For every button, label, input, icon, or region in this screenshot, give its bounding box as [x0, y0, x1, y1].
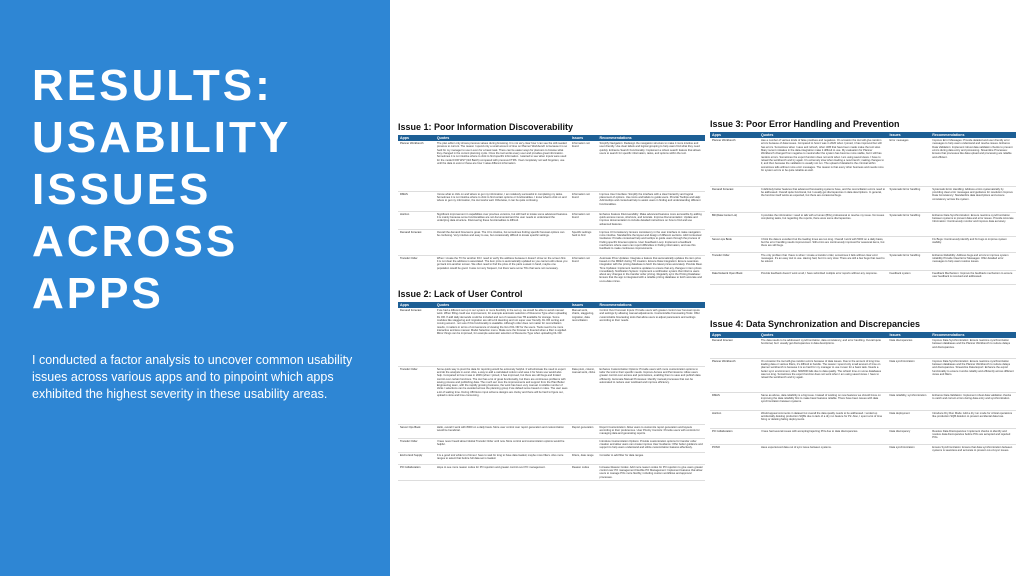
row-recommendation: Increase Reason Codes: Add more reason codes for PO rejection to give users greater control over PO management Flexible PO Management: Implement features that allow users to manage POs more flexibly, including custom workflows and approval processes.: [598, 464, 705, 481]
row-app: Horizon: [710, 410, 759, 428]
row-app: Demand Forecast: [398, 308, 435, 366]
row-quote: Would appeal comments in dataset but overall the data quality needs to be addressed. I ended up accidentally deleting production SQBs due to lack of a dry run feature for P2. Also, I spent a lot of time fixing or deleting failing deployments.: [759, 410, 888, 428]
issue3-section: [710, 119, 1016, 309]
table-row: [710, 410, 1016, 428]
row-recommendation: Systematic Error Handling: Address errors systematically by providing clear error messages and guidance for resolution Improve Data Consistency: Standardize data descriptions and ensure consistency across the system.: [930, 186, 1016, 212]
row-quote: I think the data is excellent but the loading times are too long. Overall I work with 5000 on a daily basis, but the error handling needs improvement. Still errors are continuously improved for seasonal items, but there are still bugs.: [759, 236, 888, 252]
row-issue: Data reliability, synchronization: [887, 392, 930, 410]
table-row: [710, 270, 1016, 284]
row-quote: Hope to see more reason codes for PO rejection and greater control over PO management.: [435, 464, 570, 481]
row-recommendation: Improve Data Synchronization: Ensure real-time synchronization between databases and the Planner Workbench to reduce delays and discrepancies.: [930, 338, 1016, 358]
row-recommendation: Automate Price Updates: Integrate a feature that automatically updates the item price based on the MDEX during TO creation. Ensure Data Integration: Ensure seamless integration with the pricing database to fetch the latest prices accurately. Provide Real-Time Updates: Implement real-time updates to ensure that any changes in item prices immediately. Notification System: Implement a notification system that informs users about any changes in the transfer order pricing. Regularly sync the Pricing Database: Ensure that the app is integrated with a reliable pricing database to fetch accurate and up-to-date prices.: [598, 255, 705, 282]
row-quote: It is a good tool while lot of times I have to wait for long to have data loaded, maybe more filters. Also more ranges to select that before full data set is loaded.: [435, 452, 570, 464]
row-issue: Error messages: [887, 138, 930, 186]
row-quote: On occasion the tool will give random errors because of data issues. Due to the amount of long time loading data or various filters, it's difficult to handle. The reason I spend only small amount of time on planner workbench is because it is so hard for my manager to use it even for a basic task. Needs a better sync environment, often SDMOR fails due to data quality. The refresh time on some databases was too long. Sometimes the export function does not work when I am using saved views. I have to reload the workbench and try again.: [759, 358, 888, 392]
row-app: Demand Forecast: [398, 229, 435, 255]
row-issue: Data deployment: [887, 410, 930, 428]
row-recommendation: Consider to add filter for data ranges.: [598, 452, 705, 464]
row-recommendation: Fix Bugs: Continuously identify and fix bugs to improve system stability.: [930, 236, 1016, 252]
issue2-title: Issue 2: Lack of User Control: [398, 289, 523, 299]
row-recommendation: Improve User Interface: Simplify the interface with a clear hierarchy and logical placement of options. Use icons and labels to guide users. Provide Tooltips and Help: Add tooltips and contextual help to assist users in finding and understanding different functionalities.: [598, 191, 705, 211]
row-quote: I have had several issues with accepting/rejecting POs due to data discrepancies.: [759, 428, 888, 444]
row-quote: If we had a different set up in our system or more flexibility in the set up, we would be able to avoid manual work. When filling could use improvement, for example automatic selection of Resource Type when uploading DL OR. If add daily demands could be included and out of measure has TB available for storage. Some modules like staggering and migration are still a bit daunting and not super user friendly. DL OR sorting and moving around - not sure if this functionality is available. Although order does not matter for reconciliation results, it matters in terms of convenience of viewing the list of DL OR for the users. Tools need to be more interactive and less manual. Model Selection menu. Make sure the browser is freezed when a filter is applied. Minor things can be improved, for example automatic selection of Resource Type when uploading DL OR.: [435, 308, 570, 366]
issue1-section: [398, 122, 705, 282]
table-row: [398, 308, 705, 366]
row-quote: The only problem that I have is when I create a transfer order, sometimes it fails without clear error messages. It's an easy tool to use. Having had, but it is very slow. There are still a few bugs that need to be solved.: [759, 252, 888, 270]
table-row: [398, 366, 705, 424]
issue3-title: Issue 3: Poor Error Handling and Prevention: [710, 119, 900, 129]
row-quote: Same as above, data reliability is a big issue. Instead of working on new features we should focus on improving the data reliability first to make basic features reliable. There have been issues with data synchronization between systems.: [759, 392, 888, 410]
header-apps: Apps: [710, 332, 759, 338]
table-row: [710, 358, 1016, 392]
table-row: [710, 428, 1016, 444]
table-row: [710, 338, 1016, 358]
table-row: [398, 229, 705, 255]
table-row: [710, 186, 1016, 212]
row-recommendation: Enhance Data Validation: Implement robust data validation checks to catch and correct errors during data entry and synchronization.: [930, 392, 1016, 410]
hero-title-line: ACROSS: [32, 217, 239, 266]
row-quote: Have experienced data out of sync issue between systems.: [759, 444, 888, 459]
table-row: [398, 438, 705, 452]
issue4-section: [710, 319, 1016, 459]
row-recommendation: Simplify Navigation: Redesign the navigation structure to make it more intuitive and user-friendly. Use clear labels and logical grouping to help users find what they need quickly. Enhance Search Functionality: Implement a robust search feature that allows users to search for specific information, tasks, and options within the tool.: [598, 141, 705, 191]
hero-title-line: ISSUES: [32, 165, 212, 214]
row-issue: Feedback system: [887, 270, 930, 284]
table-row: [398, 464, 705, 481]
row-app: Planner Workbench: [710, 358, 759, 392]
issue4-title: Issue 4: Data Synchronization and Discrepancies: [710, 319, 921, 329]
header-quotes: Quotes: [435, 302, 570, 308]
row-quote: Has a number of various kinds of false positives and negatives. On occasion the tool will give random errors because of data issues. Compared to how it was in 2020 when I joined, it has improved but still has errors. Sometimes when I save and refresh, other nDB that have been made make the tool slow. Many recent mistakes in the data-integration make it difficult to use. My evaluation for Planner Workbench changed from negative to neutral after the system has become more stable, but it still has random errors. Sometimes the export function does not work when I am using saved views. I have to reload the workbench and try again. It's extremely slow when loading a new branch; making changes to it; and then because the validation is usually not run. The upload of detailed is the criminal within sometimes tells without more error messages. The reason is that every other business and needs more for system errors to be quite reliable as well.: [759, 138, 888, 186]
row-quote: When I create the TO for another DC I need to verify the address because it doesn't show on the screen first. It is not clear the address is associated. The item price is automatically updated so you cannot edit unless you go back into another screen. We often need to find the price of the parts a week in hand, maybe one population would be good. It was not very frequent, but there were some TOs that were not necessary.: [435, 255, 570, 282]
row-issue: Information not found: [570, 211, 598, 229]
row-app: PONO: [710, 444, 759, 459]
row-issue: Report generation: [570, 424, 598, 438]
row-issue: Information not found: [570, 141, 598, 191]
table-row: [398, 191, 705, 211]
row-app: Server ops Book: [710, 236, 759, 252]
header-quotes: Quotes: [435, 135, 570, 141]
row-recommendation: Enhance Feature Discoverability: Make advanced features more accessible by adding quick access menus, shortcuts, and tutorials. Improve Documentation: Update and improve documentation to include detailed instructions on how to find and use advanced features.: [598, 211, 705, 229]
hero-description: I conducted a factor analysis to uncover common usability issues across various apps and to pinpoint which apps exhibited the highest severity in these usability areas.: [32, 353, 353, 401]
table-row: [398, 452, 705, 464]
row-quote: The plan editor only shows previous values during browsing. It is not very clear how I can see the still needed previous to current. The reason I spend only a small amount of time on Planner Workbench is because it is so hard for my manager to use it even for a basic task. There can be easier ways for planners to browse what they changed in the current planning cycle. Once the tool works every user and provides great information. Sometimes it is not intuitive where to click to find specific information. I wanted to see when inputs were used for the model FOR WS? (3rd Batch) compared with previous FTRS. I feel completely not well forgotten, use until the data to exist or these are how I value different information.: [435, 141, 570, 191]
row-recommendation: Enhance Reliability: Address bugs and errors to improve system reliability Provide Clear Error Messages: Offer detailed error messages to help users resolve issues.: [930, 252, 1016, 270]
issue4-table: [710, 332, 1016, 459]
row-app: DMAS: [710, 392, 759, 410]
row-issue: Data discrepancy: [887, 428, 930, 444]
row-app: Transfer Order: [398, 438, 435, 452]
row-app: Bill (Data Center Lot): [710, 212, 759, 236]
row-issue: Manual work, charts, staggering, migration, data reconciliation: [570, 308, 598, 366]
row-issue: Information not found: [570, 255, 598, 282]
row-recommendation: Introduce Customization Options: Provide customization options for transfer order creation and allow users can create improve User Guidance: Offer better guidance and support to help users understand and utilize customization features effectively.: [598, 438, 705, 452]
row-issue: Data synchronization: [887, 358, 930, 392]
row-recommendation: Improve Data Synchronization: Ensure real-time synchronization between databases and the Planner Workbench to reduce delays and discrepancies. Streamline Data Export: Enhance the export functionality to ensure it works reliably and efficiently across different views and filters.: [930, 358, 1016, 392]
row-recommendation: Improve Error Messages: Provide detailed and user-friendly error messages to help users understand and resolve issues. Enhance Data Validation: Implement robust data validation checks to prevent errors during data entry and processing. Streamline Processes: Ensure that processes like data upload and processing are reliable and efficient.: [930, 138, 1016, 186]
issue3-table: [710, 132, 1016, 285]
row-issue: Information not found: [570, 191, 598, 211]
row-issue: Data pivot, column, manual work, clicks: [570, 366, 598, 424]
row-quote: It provides the information I need to talk with a human (BIG) professional to resolve my issue. No issues completing tasks, but regarding the reports, there were some discrepancies.: [759, 212, 888, 236]
table-row: [710, 444, 1016, 459]
row-app: Server Ops Book: [398, 424, 435, 438]
row-recommendation: Ensure Synchronization: Ensure that data synchronization between systems is seamless and accurate to prevent out-of-sync issues.: [930, 444, 1016, 459]
header-recommendations: Recommendations: [930, 332, 1016, 338]
row-app: PO Collaboration: [398, 464, 435, 481]
row-recommendation: Feedback Mechanism: Improve the feedback mechanism to ensure user feedback is received and addressed.: [930, 270, 1016, 284]
row-app: PO Collaboration: [710, 428, 759, 444]
hero-panel: [0, 0, 390, 576]
header-issues: Issues: [887, 132, 930, 138]
row-quote: It definitely better features that advanced forecasting systems have, and the reconciliation errors need to be addressed. Overall quite functional, but I usually get discrepancies in data descriptions. In general, the function itself works as expected, but there are occasional bugs.: [759, 186, 888, 212]
hero-title: [32, 60, 372, 320]
header-issues: Issues: [887, 332, 930, 338]
header-recommendations: Recommendations: [598, 135, 705, 141]
issue1-title: Issue 1: Poor Information Discoverability: [398, 122, 574, 132]
row-issue: Reason codes: [570, 464, 598, 481]
row-issue: [887, 236, 930, 252]
issue1-table: [398, 135, 705, 282]
row-recommendation: Report Customization: Allow users to customize report generation and layouts according to their preferences. User Priority Controls: Provide users with controls for managing data and generating reports.: [598, 424, 705, 438]
header-issues: Issues: [570, 302, 598, 308]
table-row: [710, 212, 1016, 236]
row-quote: The data needs to be addressed: synchronization, data consistency, and error handling. Overall quite functional, but I usually get discrepancies in data descriptions.: [759, 338, 888, 358]
header-apps: Apps: [710, 132, 759, 138]
row-issue: Filters, date range: [570, 452, 598, 464]
table-row: [710, 392, 1016, 410]
header-apps: Apps: [398, 302, 435, 308]
header-apps: Apps: [398, 135, 435, 141]
row-app: Transfer Order: [710, 252, 759, 270]
table-row: [710, 252, 1016, 270]
row-issue: Systematic Error handling: [887, 212, 930, 236]
row-app: Planner Workbench: [710, 138, 759, 186]
row-issue: [570, 438, 598, 452]
issue2-table: [398, 302, 705, 481]
row-quote: I have never heard about Global Transfer Order until now. More control and customization options would be helpful.: [435, 438, 570, 452]
row-app: Transfer Order: [398, 366, 435, 424]
row-issue: Data synchronization: [887, 444, 930, 459]
header-issues: Issues: [570, 135, 598, 141]
table-row: [710, 236, 1016, 252]
row-recommendation: Improve UI Consistency: Ensure consistency in the user interface to make navigation more intuitive. Standardize the layout and design of different sections. Add Contextual Guidance: Provide contextual help and tooltips to guide users through the process of finding specific forecast options. User Feedback Loop: Implement a feedback mechanism where users can report difficulties in finding information, and use this feedback to make continuous improvements.: [598, 229, 705, 255]
row-quote: Overall the demand forecast is great. The UI is intuitive, but sometimes finding specific forecast options can be confusing. Very intuitive and easy to use, but occasionally difficult to locate specific settings.: [435, 229, 570, 255]
hero-title-line: USABILITY: [32, 113, 292, 162]
table-row: [398, 424, 705, 438]
header-quotes: Quotes: [759, 132, 888, 138]
row-quote: Provide feedback doesn't work at all, I have submitted multiple error reports without any response.: [759, 270, 888, 284]
row-app: Data Network Open Book: [710, 270, 759, 284]
issue2-section: [398, 289, 705, 489]
row-quote: Significant improvement in capabilities over previous versions, but still hard to locate some advanced features. It is mainly because some functionalities are not documented and the user needs to understand the underlying data structure. Discovering these functionalities is difficult.: [435, 211, 570, 229]
hero-title-line: APPS: [32, 269, 164, 318]
row-issue: Systematic Error handling: [887, 186, 930, 212]
row-app: Transfer Order: [398, 255, 435, 282]
table-row: [398, 255, 705, 282]
table-row: [398, 141, 705, 191]
row-app: Horizon: [398, 211, 435, 229]
table-row: [398, 211, 705, 229]
row-recommendation: Enhance Data Synchronization: Ensure real-time synchronization between systems to prevent data and error issues. Provide Accurate Information: Continuously monitor and improve data accuracy.: [930, 212, 1016, 236]
row-recommendation: Resolve Data Discrepancies: Implement checks to identify and resolve data discrepancies before POs are accepted and rejected POs.: [930, 428, 1016, 444]
row-issue: Systematic Error handling: [887, 252, 930, 270]
row-app: Demand forecast: [710, 338, 759, 358]
row-app: End to End Supply: [398, 452, 435, 464]
hero-title-line: RESULTS:: [32, 61, 273, 110]
row-app: Planner Workbench: [398, 141, 435, 191]
row-recommendation: Introduce Dry Run Mode: Add a dry run mode for critical operations like production SQB deletion to prevent accidental data loss.: [930, 410, 1016, 428]
header-recommendations: Recommendations: [598, 302, 705, 308]
row-recommendation: Control Over Forecast Inputs: Provide users with greater control over forecast inputs and settings by allowing manual adjustments. Customizable Forecasting Tools: Offer customizable forecasting tools that allow users to adjust parameters and settings according to their needs.: [598, 308, 705, 366]
header-recommendations: Recommendations: [930, 132, 1016, 138]
row-issue: Specific settings hard to find: [570, 229, 598, 255]
row-issue: Data discrepancies: [887, 338, 930, 358]
row-recommendation: Enhance Customization Options: Provide users with more customization options to tailor the tool to their specific needs. Improve Access and Permissions: Allow users greater control over access and permissions, enabling them to save and publish data efficiently. Automate Manual Processes: Identify manual processes that can be automated to reduce user workload and improve efficiency.: [598, 366, 705, 424]
header-quotes: Quotes: [759, 332, 888, 338]
table-row: [710, 138, 1016, 186]
row-app: Demand Forecast: [710, 186, 759, 212]
row-quote: Some quick way to pivot the data for reporting would be extremely helpful. It will eliminate the need to export and do the analysis in excel. Also, a way to add a calculated column and save it for future use would also help. Compared to how it was in 2006 (when I joined, it has improved, but there are still bugs and limited control over certain functions. The tool has a lot of great functionality, but there are continuous problems with saving process and publishing data. The much as I love the improvements and support from the Plan Better Engineering team, with the rapidly growing business, the work has been very manual. A sizable number of clicks / selections can be avoided across the planning group if we default some based on rules. The user sees a lot of waiting time. During UB Demo input scheme designs are clunky and there will be hard to figure out, upload is slow and time-consuming.: [435, 366, 570, 424]
results-panel: [390, 0, 1024, 576]
row-app: DMAS: [398, 191, 435, 211]
row-quote: Hello, overall I work with 8000 on a daily basis. More user control over report generation and customization would be beneficial.: [435, 424, 570, 438]
row-quote: I know what to click on and where to get my information, I am relatively successful in completing my tasks. Sometimes it is not intuitive where to click to find certain options or functionalities. I know what to click on and where to get my information, the tool works well. Otherwise, it can be quite confusing.: [435, 191, 570, 211]
